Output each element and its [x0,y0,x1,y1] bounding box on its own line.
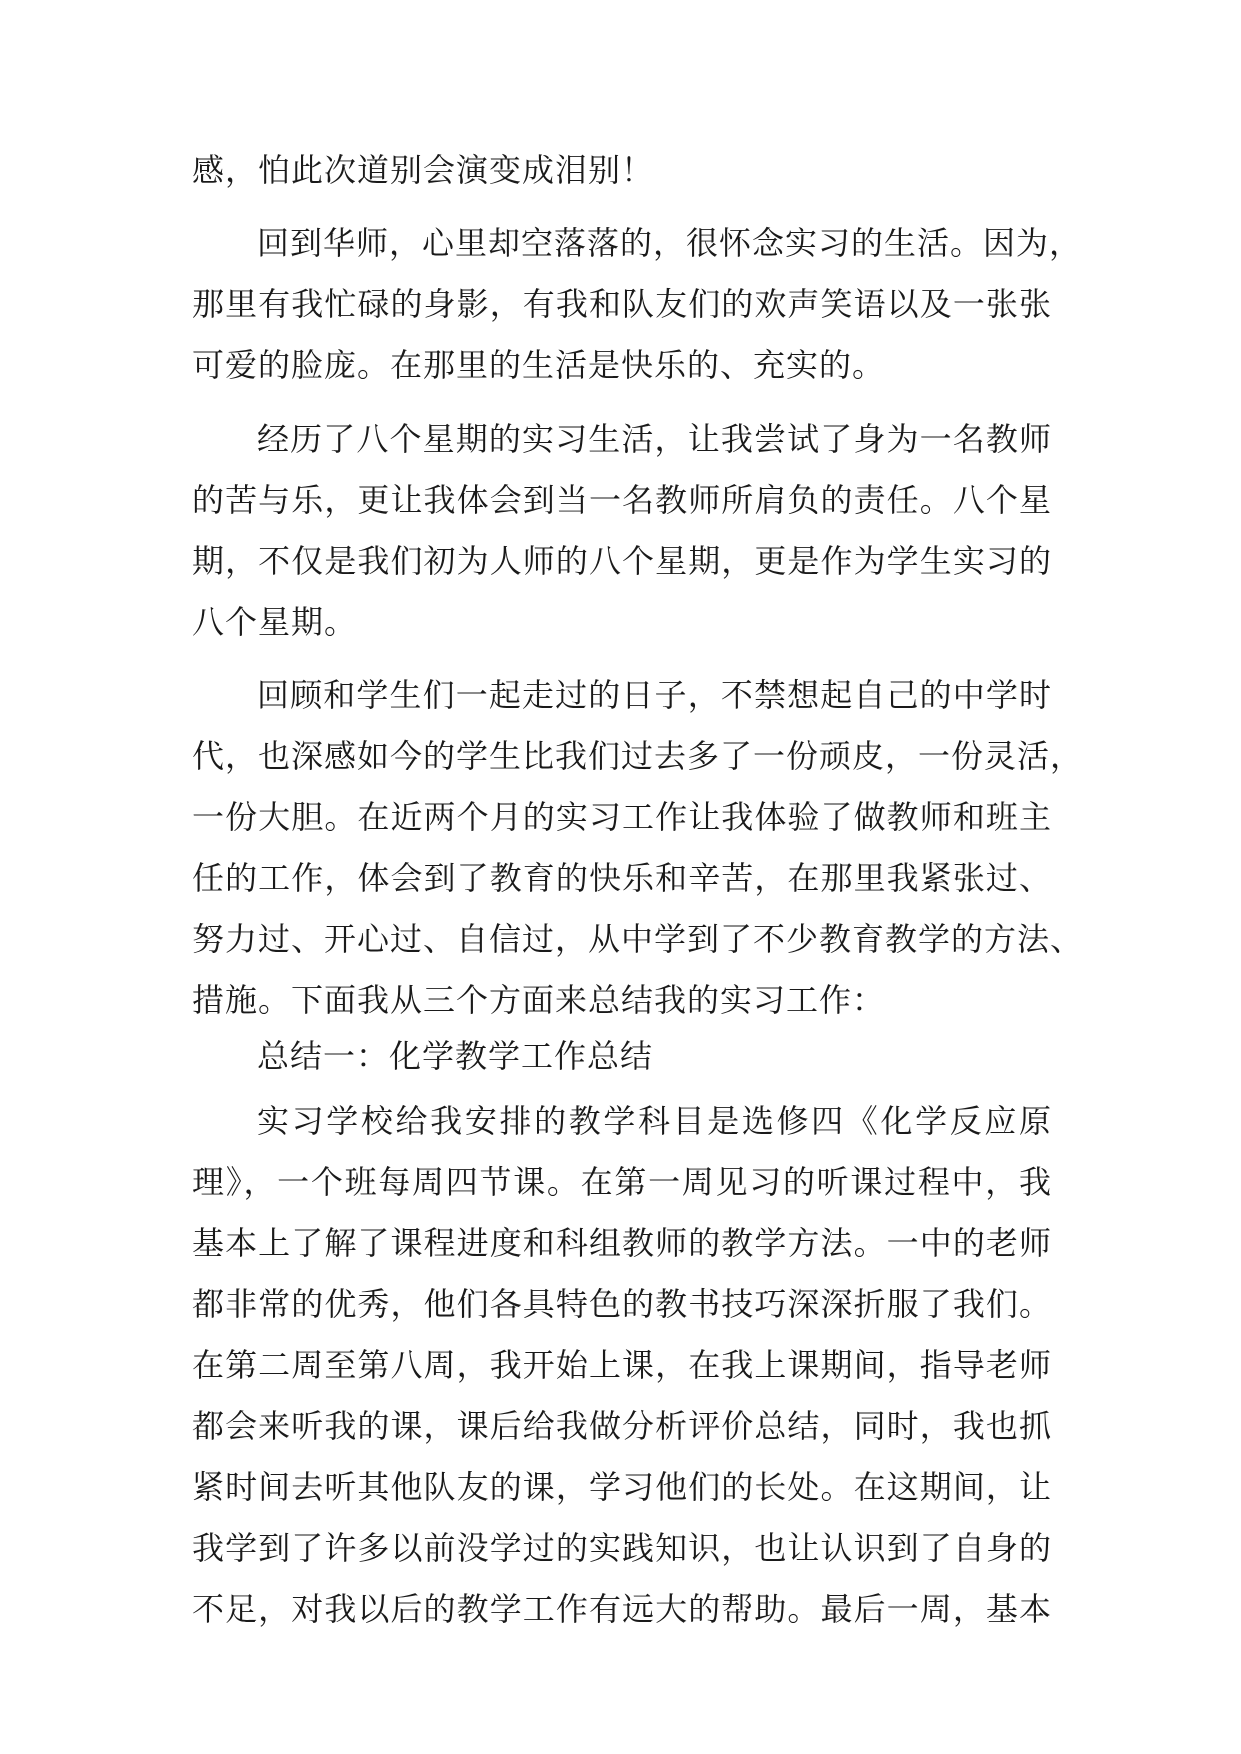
text-line: 可爱的脸庞。在那里的生活是快乐的、充实的。 [192,346,886,384]
text-line: 实习学校给我安排的教学科目是选修四《化学反应原 [257,1102,1052,1140]
text-line: 紧时间去听其他队友的课，学习他们的长处。在这期间，让 [192,1468,1052,1506]
text-line: 回到华师，心里却空落落的，很怀念实习的生活。因为， [257,224,1083,262]
text-line: 都非常的优秀，他们各具特色的教书技巧深深折服了我们。 [192,1285,1052,1323]
text-line: 一份大胆。在近两个月的实习工作让我体验了做教师和班主 [192,798,1052,836]
text-line: 经历了八个星期的实习生活，让我尝试了身为一名教师 [257,420,1052,458]
text-line: 回顾和学生们一起走过的日子，不禁想起自己的中学时 [257,676,1052,714]
text-line: 期，不仅是我们初为人师的八个星期，更是作为学生实习的 [192,542,1052,580]
text-line: 措施。下面我从三个方面来总结我的实习工作： [192,981,886,1019]
text-line: 代，也深感如今的学生比我们过去多了一份顽皮，一份灵活， [192,737,1084,775]
text-line: 感，怕此次道别会演变成泪别！ [192,151,655,189]
text-line: 努力过、开心过、自信过，从中学到了不少教育教学的方法、 [192,920,1084,958]
text-line: 我学到了许多以前没学过的实践知识，也让认识到了自身的 [192,1529,1052,1567]
section-heading: 总结一：化学教学工作总结 [257,1037,654,1075]
text-line: 不足，对我以后的教学工作有远大的帮助。最后一周，基本 [192,1590,1052,1628]
text-line: 任的工作，体会到了教育的快乐和辛苦，在那里我紧张过、 [192,859,1052,897]
text-line: 理》，一个班每周四节课。在第一周见习的听课过程中，我 [192,1163,1052,1201]
text-line: 在第二周至第八周，我开始上课，在我上课期间，指导老师 [192,1346,1052,1384]
text-line: 那里有我忙碌的身影，有我和队友们的欢声笑语以及一张张 [192,285,1052,323]
text-line: 的苦与乐，更让我体会到当一名教师所肩负的责任。八个星 [192,481,1052,519]
text-line: 基本上了解了课程进度和科组教师的教学方法。一中的老师 [192,1224,1052,1262]
text-line: 八个星期。 [192,603,358,641]
text-line: 都会来听我的课，课后给我做分析评价总结，同时，我也抓 [192,1407,1052,1445]
